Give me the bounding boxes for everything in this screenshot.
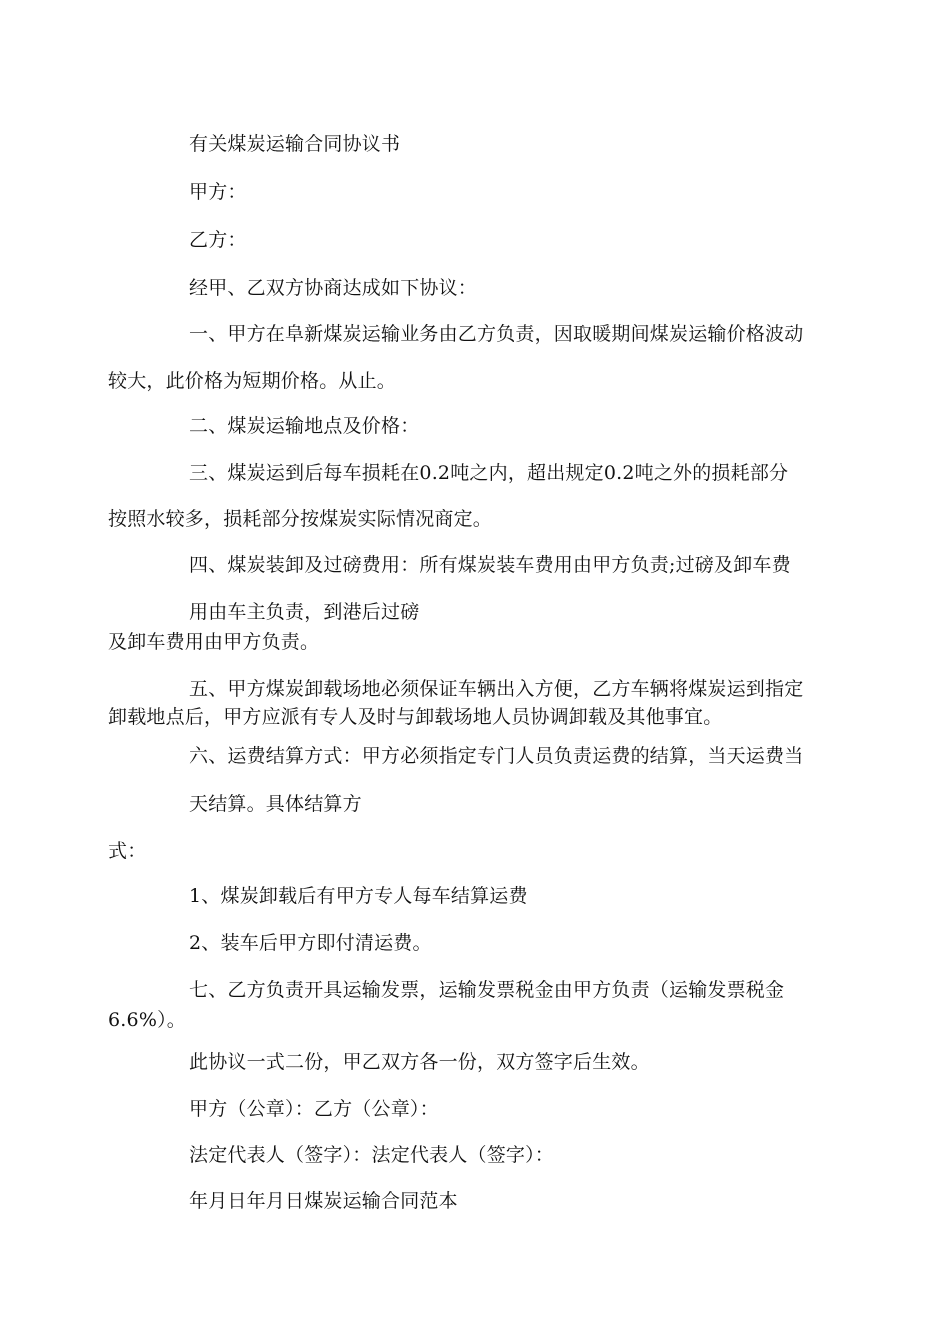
- clause-2: 二、煤炭运输地点及价格：: [189, 415, 420, 437]
- clause-7-line-2: 6.6%）。: [108, 1009, 186, 1031]
- clause-5-line-1: 五、甲方煤炭卸载场地必须保证车辆出入方便，乙方车辆将煤炭运到指定: [189, 678, 804, 700]
- clause-3-line-2: 按照水较多，损耗部分按煤炭实际情况商定。: [108, 508, 493, 530]
- party-b-label: 乙方：: [189, 229, 247, 251]
- copies-paragraph: 此协议一式二份，甲乙双方各一份，双方签字后生效。: [189, 1051, 650, 1073]
- party-a-label: 甲方：: [189, 181, 247, 203]
- clause-1-line-2: 较大，此价格为短期价格。从止。: [108, 370, 397, 392]
- clause-4-line-3: 及卸车费用由甲方负责。: [108, 631, 320, 653]
- document-title: 有关煤炭运输合同协议书: [189, 133, 401, 155]
- list-item-1: 1、煤炭卸载后有甲方专人每车结算运费: [189, 885, 528, 907]
- intro-paragraph: 经甲、乙双方协商达成如下协议：: [189, 277, 478, 299]
- clause-4-line-2: 用由车主负责，到港后过磅: [189, 601, 420, 623]
- clause-6-line-1: 六、运费结算方式：甲方必须指定专门人员负责运费的结算，当天运费当: [189, 745, 804, 767]
- clause-6-line-3: 式：: [108, 840, 147, 862]
- clause-7-line-1: 七、乙方负责开具运输发票，运输发票税金由甲方负责（运输发票税金: [189, 979, 785, 1001]
- list-item-2: 2、装车后甲方即付清运费。: [189, 932, 432, 954]
- dates-line: 年月日年月日煤炭运输合同范本: [189, 1190, 458, 1212]
- clause-6-line-2: 天结算。具体结算方: [189, 793, 362, 815]
- representatives-line: 法定代表人（签字）：法定代表人（签字）：: [189, 1144, 555, 1166]
- clause-5-line-2: 卸载地点后，甲方应派有专人及时与卸载场地人员协调卸载及其他事宜。: [108, 706, 723, 728]
- clause-3-line-1: 三、煤炭运到后每车损耗在0.2吨之内，超出规定0.2吨之外的损耗部分: [189, 462, 789, 484]
- seals-line: 甲方（公章）：乙方（公章）：: [189, 1098, 439, 1120]
- clause-4-line-1: 四、煤炭装卸及过磅费用：所有煤炭装车费用由甲方负责;过磅及卸车费: [189, 554, 791, 576]
- clause-1-line-1: 一、甲方在阜新煤炭运输业务由乙方负责，因取暖期间煤炭运输价格波动: [189, 323, 804, 345]
